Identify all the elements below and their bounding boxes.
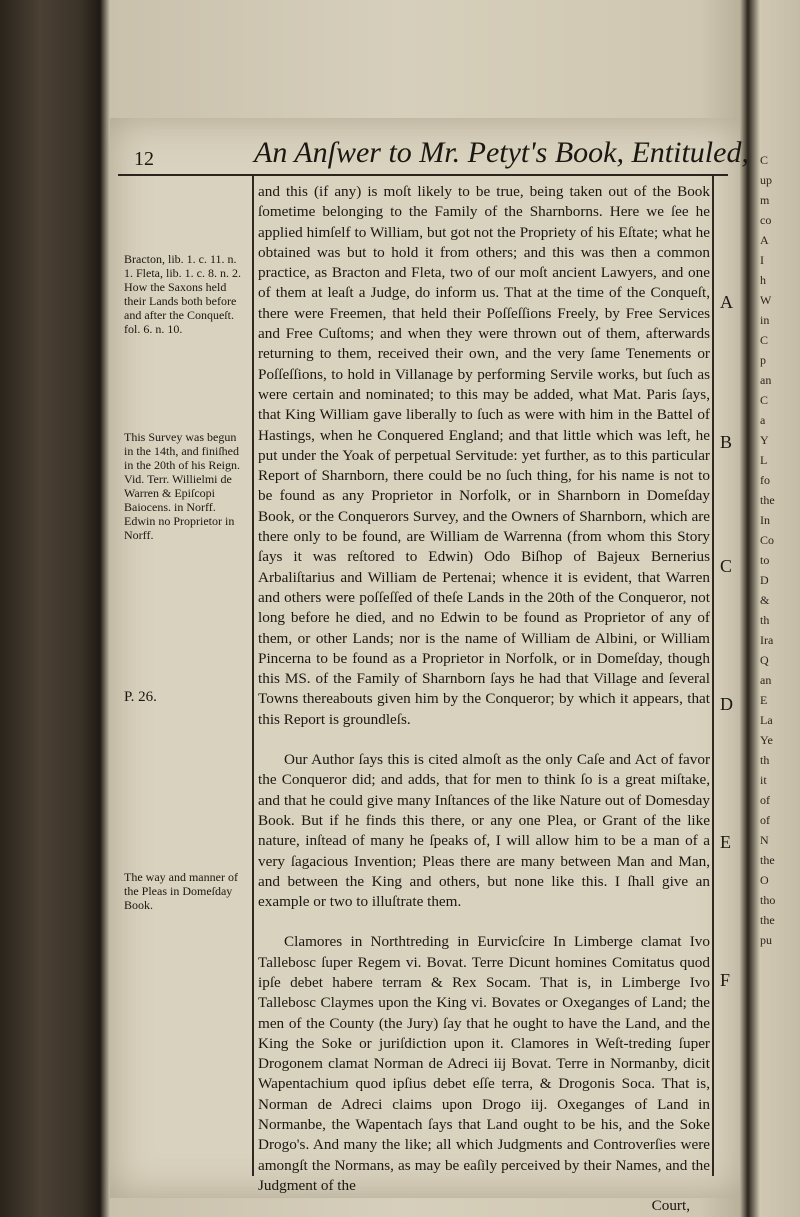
fragment-text: C xyxy=(760,333,769,347)
fragment-text: an xyxy=(760,673,772,687)
side-letter-a: A xyxy=(720,292,733,312)
fragment-text: C xyxy=(760,153,769,167)
fragment-text: Q xyxy=(760,653,769,667)
fragment-text: I xyxy=(760,253,764,267)
fragment-text: the xyxy=(760,493,775,507)
fragment-text: th xyxy=(760,613,770,627)
fragment-text: the xyxy=(760,913,775,927)
margin-note-survey: This Survey was begun in the 14th, and finiſhed in the 20th of his Reign. Vid. Terr. Willielmi de Warren & Epiſcopi Baiocens. in Norff. Edwin no Proprietor in Norff. xyxy=(124,430,240,542)
fragment-text: to xyxy=(760,553,770,567)
fragment-text: h xyxy=(760,273,766,287)
side-letter-c: C xyxy=(720,556,733,576)
side-letter-b: B xyxy=(720,432,733,452)
page-number: 12 xyxy=(134,148,154,170)
fragment-text: th xyxy=(760,753,770,767)
catchword: Court, xyxy=(651,1197,690,1215)
fragment-text: in xyxy=(760,313,770,327)
margin-rule-left xyxy=(252,176,254,1176)
main-text xyxy=(258,182,710,1217)
fragment-text: O xyxy=(760,873,769,887)
adjacent-page-fragment xyxy=(760,150,800,1210)
fragment-text: of xyxy=(760,813,770,827)
fragment-text: La xyxy=(760,713,773,727)
fragment-text: D xyxy=(760,573,769,587)
fragment-text: m xyxy=(760,193,770,207)
fragment-text: A xyxy=(760,233,769,247)
fragment-text: Ye xyxy=(760,733,773,747)
fragment-text: pu xyxy=(760,933,772,947)
side-letter-e: E xyxy=(720,832,731,852)
side-letter-d: D xyxy=(720,694,733,714)
fragment-text: tho xyxy=(760,893,776,907)
page-header xyxy=(118,128,749,176)
side-letter-f: F xyxy=(720,970,731,990)
fragment-text: it xyxy=(760,773,767,787)
margin-note-bracton: Bracton, lib. 1. c. 11. n. 1. Fleta, lib. 1. c. 8. n. 2. How the Saxons held their Lands both before and after the Conqueſt. fol. 6. n. 10. xyxy=(124,252,241,336)
fragment-text: N xyxy=(760,833,769,847)
paragraph-2: Our Author ſays this is cited almoſt as the only Caſe and Act of favor the Conqueror did; and adds, that for men to think ſo is a great miſtake, and that he could give many Inſtances of the like Nature out of Domesday Book. But if he finds this there, or any one Plea, or Grant of the like nature, inſtead of many he ſpeaks of, I will allow him to be a man of a very ſagacious Invention; Pleas there are many between Man and Man, and between the King and others, but none like this. I ſhall give an example or two to illuſtrate them. xyxy=(258,751,710,911)
fragment-text: a xyxy=(760,413,766,427)
margin-note-pleas: The way and manner of the Pleas in Domeſday Book. xyxy=(124,870,238,912)
fragment-text: p xyxy=(760,353,766,367)
fragment-text: co xyxy=(760,213,772,227)
fragment-text: E xyxy=(760,693,768,707)
fragment-text: & xyxy=(760,593,770,607)
fragment-text: an xyxy=(760,373,772,387)
fragment-text: In xyxy=(760,513,770,527)
fragment-text: W xyxy=(760,293,772,307)
fragment-text: up xyxy=(760,173,772,187)
fragment-text: the xyxy=(760,853,775,867)
paragraph-3: Clamores in Northtreding in Eurvicſcire In Limberge clamat Ivo Tallebosc ſuper Regem vi. Bovat. Terre Dicunt homines Comitatus quod ipſe debet habere terram & Rex Socam. That is, in Limberge Ivo Tallebosc Claymes upon the King vi. Bovates or Oxeganges of Land; the men of the County (the Jury) ſay that he ought to have the Land, and the King the Soke or juriſdiction upon it. Clamores in Weſt-treding ſuper Drogonem clamat Norman de Adreci iij Bovat. Terre in Normanby, dicit Wapentachium quod ipſius debet eſſe terra, & Drogonis Soca. That is, Norman de Adreci claims upon Drogo iij. Oxeganges of Land in Normanbe, the Wapentach ſays that Land ought to be his, and the Soke Drogo's. And many the like; all which Judgments and Controverſies were amongſt the Normans, as may be eaſily perceived by their Names, and the Judgment of the xyxy=(258,933,710,1194)
fragment-text: Co xyxy=(760,533,775,547)
fragment-text: Ira xyxy=(760,633,774,647)
fragment-text: fo xyxy=(760,473,770,487)
paragraph-1: and this (if any) is moſt likely to be true, being taken out of the Book ſometime belonging to the Family of the Sharnborns. Here we ſee he applied himſelf to William, but got not the Propriety of his Eſtate; what he obtained was but to hold it from others; and this was then a common practice, as Bracton and Fleta, two of our moſt ancient Lawyers, and one of them at leaſt a Judge, do inform us. That at the time of the Conqueſt, there were Freemen, that held their Poſſeſſions Freely, by Free Services and Free Cuſtoms; and when they were thrown out of them, afterwards returning to them, received their own, and the very ſame Tenements or Poſſeſſions, to hold in Villanage by performing Servile works, but ſuch as were certain and nominated; to this may be added, what Mat. Paris ſays, that King William gave liberally to ſuch as were with him in the Battel of Hastings, when he Conquered England; and that little which was left, he put under the Yoak of perpetual Servitude: yet further, as to this particular Report of Sharnborn, there could be no ſuch thing, for his name is not to be found as any Proprietor in Norfolk, or in Sharnborn in Domeſday Book, or the Conquerors Survey, and the Owners of Sharnborn, which are there only to be found, are William de Warrenna (from whom this Story ſays it was reſtored to Edwin) Odo Biſhop of Bajeux Bernerius Arbaliſtarius and William de Pertenai; whence it is evident, that Warren and others were poſſeſſed of theſe Lands in the 20th of the Conqueror, not long before he died, and no Edwin to be found as Proprietor of any of them, or other Lands; nor is the name of William de Albini, or William Pincerna to be found as a Proprietor in Norfolk, or in Domeſday, though this MS. of the Family of Sharnborn ſays he had that Village and ſeveral Towns thereabouts given him by the Conqueror; by which it appears, that this Report is groundleſs. xyxy=(258,183,710,728)
fragment-text: of xyxy=(760,793,770,807)
fragment-text: C xyxy=(760,393,769,407)
fragment-text: L xyxy=(760,453,768,467)
fragment-text: Y xyxy=(760,433,769,447)
margin-rule-right xyxy=(712,176,714,1176)
margin-note-page-ref: P. 26. xyxy=(124,689,157,705)
running-head: An Anſwer to Mr. Petyt's Book, Entituled, xyxy=(254,136,749,169)
